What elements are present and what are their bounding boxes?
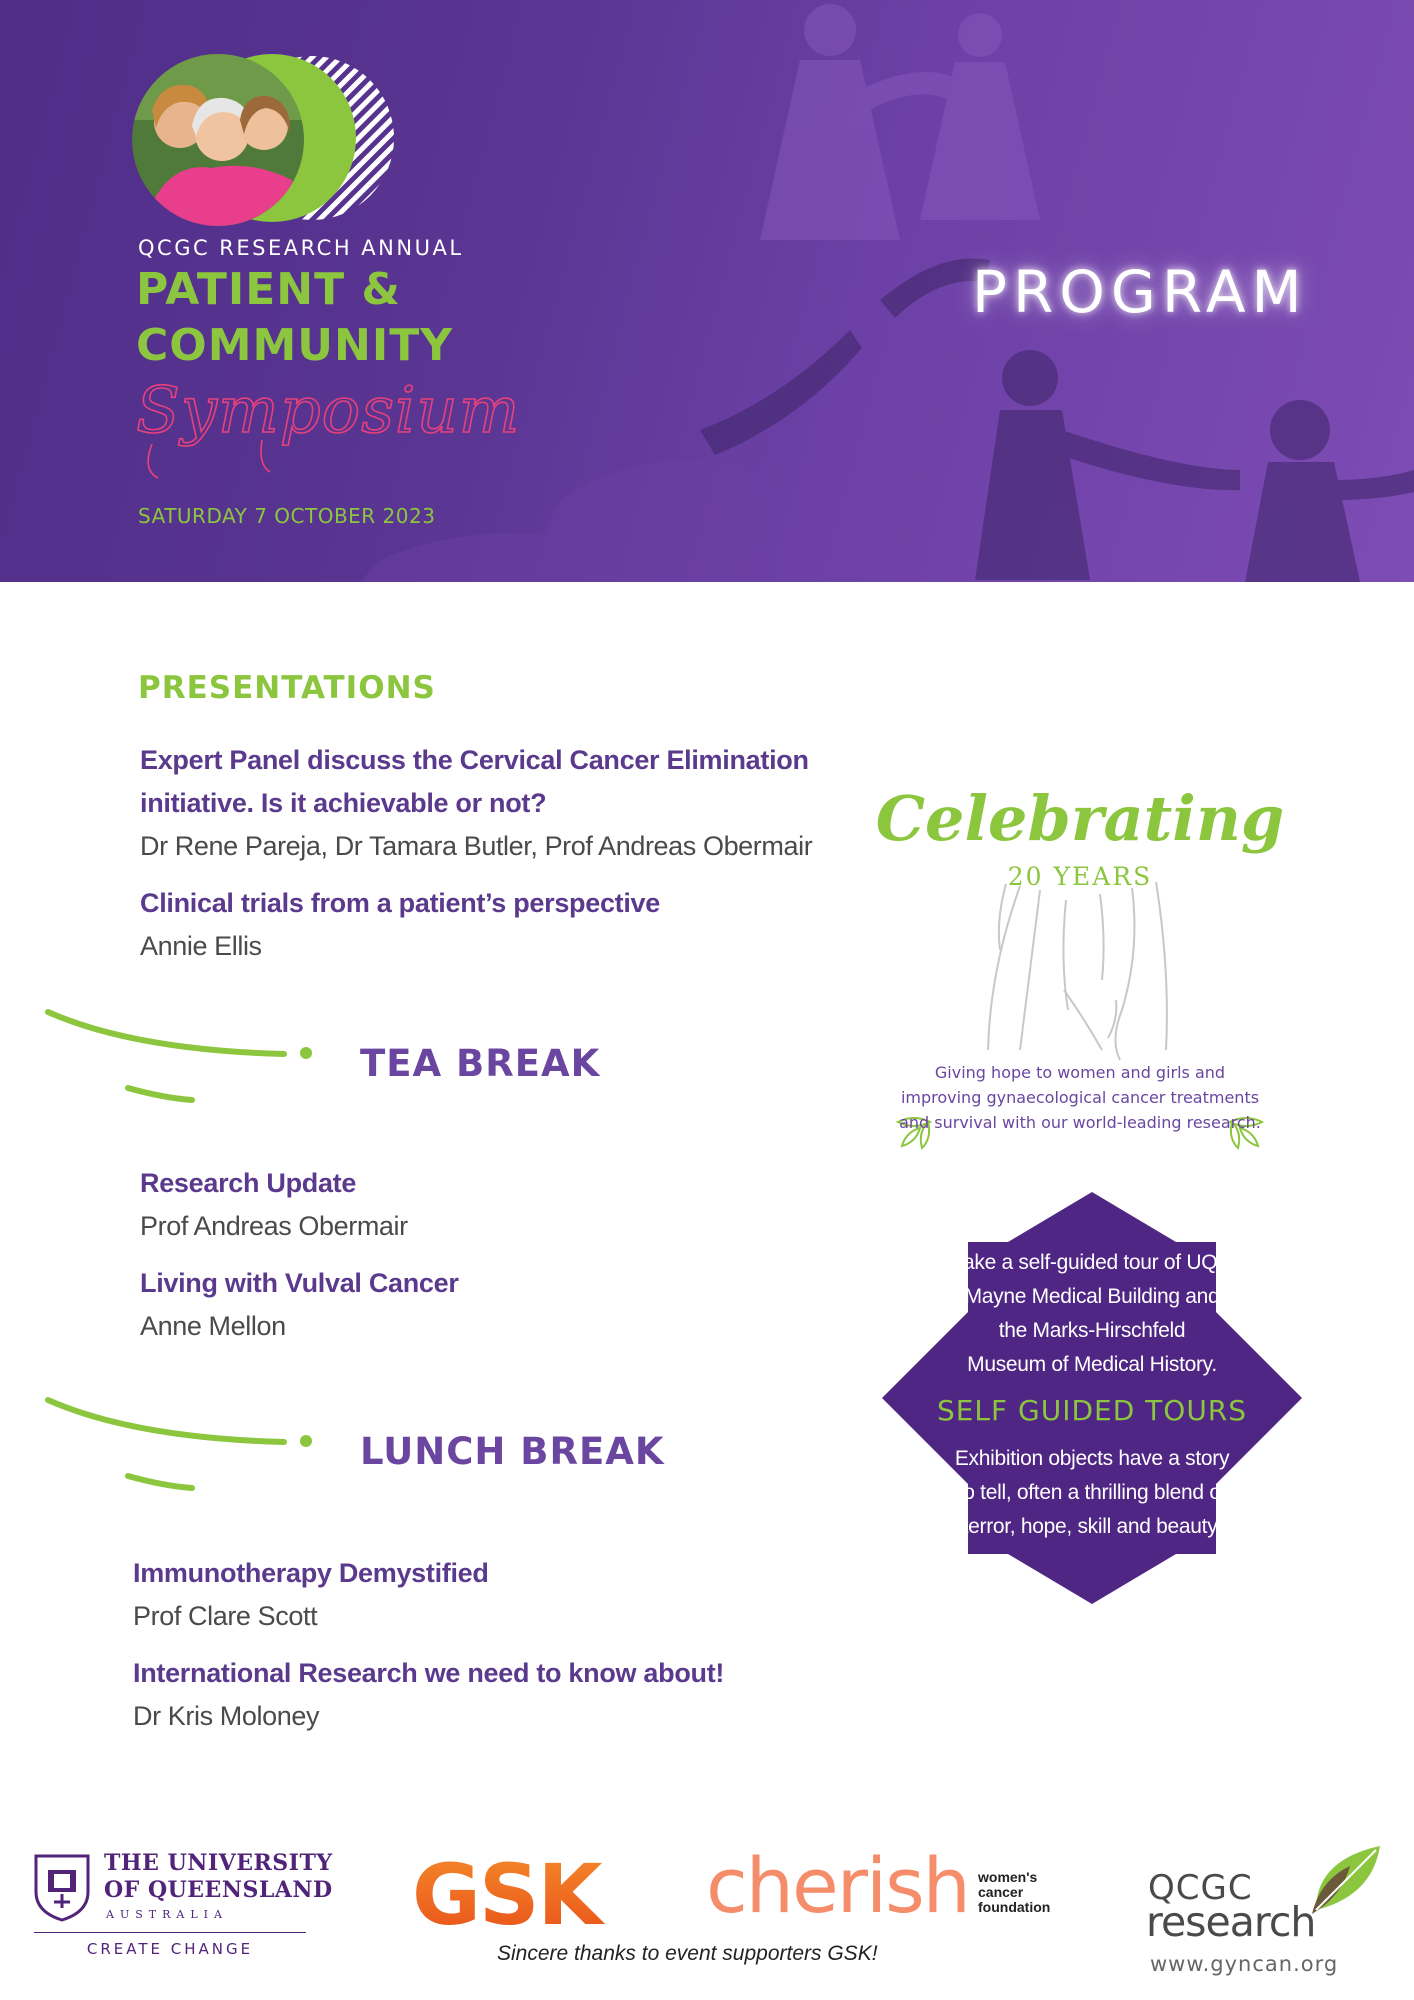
tours-description-line: to tell, often a thrilling blend of [957, 1481, 1227, 1504]
presentation-title: Clinical trials from a patient’s perspective [140, 888, 660, 918]
event-title-line1: PATIENT & [136, 264, 401, 315]
presentation-item [133, 1552, 489, 1638]
celebrating-script: Celebrating [875, 782, 1285, 855]
lunch-break-swoosh [44, 1388, 324, 1508]
tours-description [920, 1442, 1264, 1544]
tagline-line: and survival with our world-leading research. [899, 1113, 1261, 1132]
presentation-item [133, 1652, 724, 1738]
presentation-speaker: Prof Andreas Obermair [140, 1211, 408, 1241]
header-banner [0, 0, 1414, 582]
tours-description-line: Exhibition objects have a story [954, 1447, 1230, 1470]
presentation-speaker: Prof Clare Scott [133, 1601, 318, 1631]
presentation-item [140, 1162, 408, 1248]
presentation-title: initiative. Is it achievable or not? [140, 788, 547, 818]
qcgc-url: www.gyncan.org [1150, 1952, 1339, 1976]
program-title: PROGRAM [972, 258, 1308, 326]
uq-crest-icon [32, 1852, 92, 1922]
event-title-line2: COMMUNITY [136, 320, 454, 371]
gsk-logo [410, 1846, 624, 1944]
presentation-speaker: Anne Mellon [140, 1311, 286, 1341]
years-label: 20 YEARS [1007, 862, 1153, 891]
research-wordmark: research [1146, 1898, 1316, 1946]
event-subtitle: QCGC RESEARCH ANNUAL [138, 236, 464, 260]
figure-sketch-icon [988, 882, 1167, 1060]
presentation-item [140, 1262, 459, 1348]
symposium-script-text: Symposium [136, 374, 521, 448]
uq-name [104, 1850, 334, 1904]
leaf-icon [1306, 1840, 1386, 1920]
tea-break-label: TEA BREAK [360, 1042, 601, 1085]
uq-tagline: CREATE CHANGE [86, 1940, 254, 1958]
self-guided-tours-panel [880, 1190, 1304, 1606]
qcgc-research-logo [1146, 1840, 1386, 1980]
lunch-break-label: LUNCH BREAK [360, 1430, 665, 1473]
tagline-line: Giving hope to women and girls and [934, 1063, 1226, 1082]
tours-intro-line: Museum of Medical History. [967, 1353, 1217, 1376]
presentations-heading: PRESENTATIONS [138, 670, 436, 706]
tours-heading: SELF GUIDED TOURS [936, 1394, 1248, 1427]
presentation-title: Immunotherapy Demystified [133, 1558, 489, 1588]
tours-intro [920, 1246, 1264, 1382]
uq-name-line: OF QUEENSLAND [104, 1877, 333, 1903]
uq-name-line: THE UNIVERSITY [104, 1850, 333, 1876]
presentation-title: International Research we need to know about! [133, 1658, 725, 1688]
presentation-title: Research Update [140, 1168, 357, 1198]
presentation-title: Living with Vulval Cancer [140, 1268, 459, 1298]
presentation-speaker: Dr Kris Moloney [133, 1701, 320, 1731]
symposium-photo-badge [132, 50, 402, 230]
tagline-line: improving gynaecological cancer treatments [900, 1088, 1260, 1107]
sponsor-thanks: Sincere thanks to event supporters GSK! [497, 1942, 878, 1965]
cherish-subtitle-line: foundation [978, 1899, 1051, 1915]
uq-logo [32, 1850, 333, 1960]
tours-intro-line: Take a self-guided tour of UQ's [952, 1251, 1232, 1274]
cherish-subtitle-line: cancer [978, 1884, 1024, 1900]
qcgc-wordmark: QCGC [1148, 1868, 1253, 1908]
uq-divider [34, 1932, 306, 1933]
gsk-wordmark: GSK [412, 1846, 601, 1944]
presentation-speaker: Annie Ellis [140, 931, 262, 961]
cherish-subtitle [978, 1870, 1078, 1915]
presentation-title: Expert Panel discuss the Cervical Cancer Elimination [140, 745, 809, 775]
tours-intro-line: the Marks-Hirschfeld [998, 1319, 1186, 1342]
cherish-subtitle-line: women's [978, 1869, 1038, 1885]
presentation-speaker: Dr Rene Pareja, Dr Tamara Butler, Prof Andreas Obermair [140, 831, 813, 861]
tea-break-swoosh [44, 1000, 324, 1120]
tours-intro-line: Mayne Medical Building and [964, 1285, 1220, 1308]
tours-description-line: terror, hope, skill and beauty. [962, 1515, 1222, 1538]
event-date: SATURDAY 7 OCTOBER 2023 [138, 504, 436, 528]
presentation-item [140, 739, 812, 868]
presentation-item [140, 882, 660, 968]
symposium-script-title [132, 360, 521, 480]
uq-country: AUSTRALIA [106, 1908, 228, 1921]
celebrating-panel [870, 770, 1290, 1180]
celebrating-tagline [870, 1060, 1290, 1135]
event-title [136, 262, 453, 374]
cherish-wordmark: cherish [706, 1841, 969, 1930]
